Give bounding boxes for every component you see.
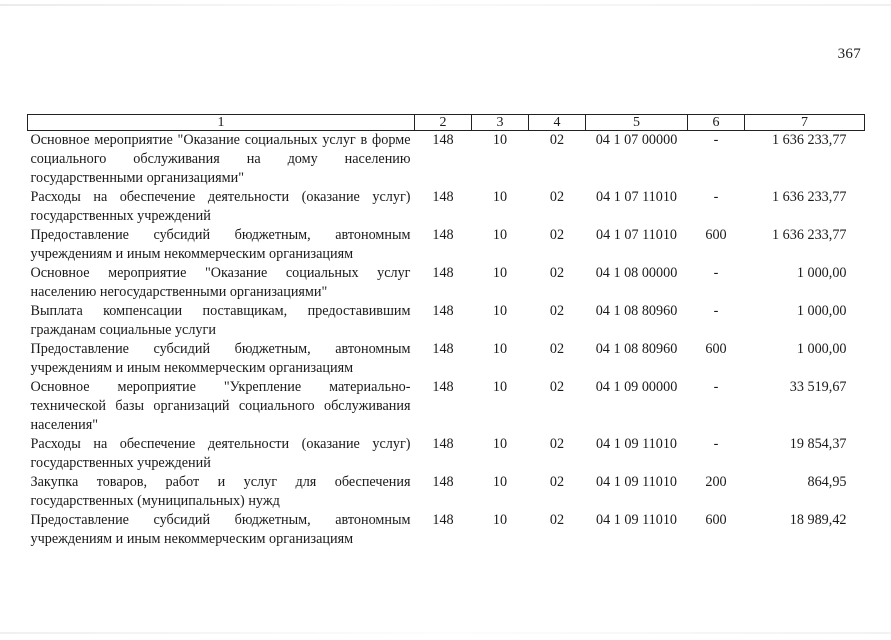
row-amount: 1 000,00 — [796, 265, 847, 281]
row-subsection: 02 — [549, 227, 565, 243]
row-subsection: 02 — [549, 512, 565, 528]
header-col-3: 3 — [472, 115, 529, 131]
header-col-6: 6 — [688, 115, 745, 131]
row-expense-type: - — [713, 436, 719, 452]
table-row — [28, 226, 865, 264]
row-target-article: 04 1 09 00000 — [595, 379, 678, 395]
row-section: 10 — [492, 265, 508, 281]
row-amount: 1 000,00 — [796, 341, 847, 357]
row-section: 10 — [492, 341, 508, 357]
row-amount: 1 636 233,77 — [772, 132, 847, 148]
table-row — [28, 435, 865, 473]
row-ministry-code: 148 — [432, 265, 454, 281]
table-row — [28, 302, 865, 340]
row-name: Предоставление субсидий бюджетным, автономным учреждениям и иным некоммерческим организациям — [30, 341, 411, 376]
table-row — [28, 473, 865, 511]
row-expense-type: 600 — [705, 341, 727, 357]
header-col-4: 4 — [529, 115, 586, 131]
row-name: Предоставление субсидий бюджетным, автономным учреждениям и иным некоммерческим организациям — [30, 512, 411, 547]
header-col-7: 7 — [745, 115, 865, 131]
row-section: 10 — [492, 512, 508, 528]
row-target-article: 04 1 09 11010 — [595, 436, 678, 452]
header-col-2: 2 — [415, 115, 472, 131]
header-col-5: 5 — [586, 115, 688, 131]
row-section: 10 — [492, 132, 508, 148]
row-target-article: 04 1 08 80960 — [595, 341, 678, 357]
header-col-1: 1 — [28, 115, 415, 131]
row-subsection: 02 — [549, 474, 565, 490]
row-target-article: 04 1 08 00000 — [595, 265, 678, 281]
row-expense-type: - — [713, 379, 719, 395]
scan-edge-top — [0, 4, 891, 6]
row-ministry-code: 148 — [432, 379, 454, 395]
row-target-article: 04 1 07 11010 — [595, 189, 678, 205]
table-body — [28, 131, 865, 550]
row-section: 10 — [492, 474, 508, 490]
row-expense-type: - — [713, 303, 719, 319]
row-ministry-code: 148 — [432, 341, 454, 357]
table-header — [28, 115, 865, 131]
table-row — [28, 511, 865, 549]
row-name: Основное мероприятие "Оказание социальных услуг населению негосударственными организациями" — [30, 265, 411, 300]
row-subsection: 02 — [549, 132, 565, 148]
row-name: Предоставление субсидий бюджетным, автономным учреждениям и иным некоммерческим организациям — [30, 227, 411, 262]
row-amount: 19 854,37 — [789, 436, 847, 452]
row-subsection: 02 — [549, 379, 565, 395]
row-name: Основное мероприятие "Укрепление материально-технической базы организаций социального обслуживания населения" — [30, 379, 411, 433]
row-ministry-code: 148 — [432, 474, 454, 490]
row-target-article: 04 1 09 11010 — [595, 512, 678, 528]
row-subsection: 02 — [549, 189, 565, 205]
scan-edge-bottom — [0, 632, 891, 634]
table-row — [28, 378, 865, 435]
row-target-article: 04 1 07 00000 — [595, 132, 678, 148]
table-row — [28, 340, 865, 378]
row-name: Закупка товаров, работ и услуг для обеспечения государственных (муниципальных) нужд — [30, 474, 411, 509]
table-row — [28, 264, 865, 302]
row-ministry-code: 148 — [432, 303, 454, 319]
row-subsection: 02 — [549, 341, 565, 357]
row-amount: 33 519,67 — [789, 379, 847, 395]
row-subsection: 02 — [549, 303, 565, 319]
row-ministry-code: 148 — [432, 189, 454, 205]
row-amount: 1 636 233,77 — [772, 189, 847, 205]
row-section: 10 — [492, 303, 508, 319]
row-expense-type: - — [713, 265, 719, 281]
row-name: Основное мероприятие "Оказание социальных услуг в форме социального обслуживания на дому населению государственными организациями" — [30, 132, 411, 186]
row-target-article: 04 1 08 80960 — [595, 303, 678, 319]
row-amount: 1 000,00 — [796, 303, 847, 319]
row-ministry-code: 148 — [432, 436, 454, 452]
row-target-article: 04 1 09 11010 — [595, 474, 678, 490]
page-number: 367 — [837, 46, 861, 62]
row-section: 10 — [492, 436, 508, 452]
row-section: 10 — [492, 189, 508, 205]
row-target-article: 04 1 07 11010 — [595, 227, 678, 243]
row-expense-type: - — [713, 189, 719, 205]
header-row — [28, 115, 865, 131]
row-name: Расходы на обеспечение деятельности (оказание услуг) государственных учреждений — [30, 436, 411, 471]
row-expense-type: 200 — [705, 474, 727, 490]
table-row — [28, 188, 865, 226]
row-amount: 18 989,42 — [789, 512, 847, 528]
row-name: Расходы на обеспечение деятельности (оказание услуг) государственных учреждений — [30, 189, 411, 224]
budget-table — [27, 114, 865, 549]
row-amount: 1 636 233,77 — [772, 227, 847, 243]
row-ministry-code: 148 — [432, 132, 454, 148]
row-expense-type: 600 — [705, 227, 727, 243]
row-section: 10 — [492, 227, 508, 243]
row-expense-type: 600 — [705, 512, 727, 528]
row-ministry-code: 148 — [432, 227, 454, 243]
row-expense-type: - — [713, 132, 719, 148]
row-amount: 864,95 — [807, 474, 847, 490]
row-name: Выплата компенсации поставщикам, предоставившим гражданам социальные услуги — [30, 303, 411, 338]
row-ministry-code: 148 — [432, 512, 454, 528]
row-section: 10 — [492, 379, 508, 395]
table-row — [28, 131, 865, 189]
row-subsection: 02 — [549, 265, 565, 281]
row-subsection: 02 — [549, 436, 565, 452]
